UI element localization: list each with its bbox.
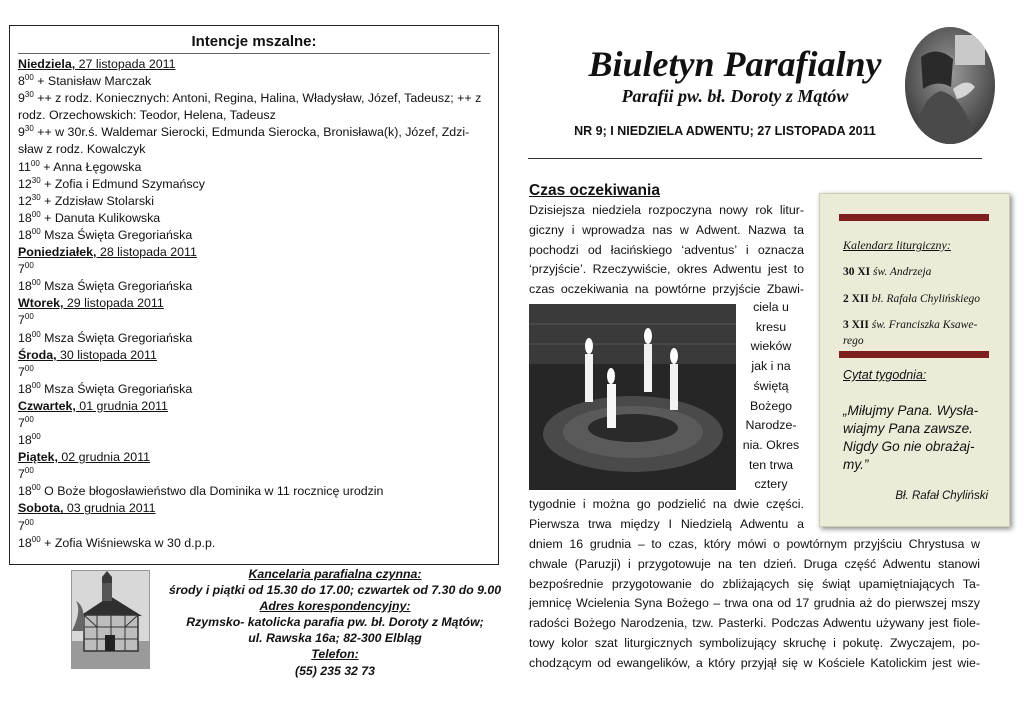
article-line: jemnicę Wcielenia Syna Bożego – trwa ona od 17 grudnia aż do pierwszej mszy bbox=[529, 596, 980, 611]
mass-intention bbox=[18, 535, 490, 552]
mass-intention bbox=[18, 261, 490, 278]
mass-intention bbox=[18, 330, 490, 347]
intention-text: Msza Święta Gregoriańska bbox=[40, 381, 193, 396]
article-line: nia. Okres bbox=[742, 437, 800, 452]
mass-minute: 00 bbox=[24, 466, 34, 476]
day-heading bbox=[18, 398, 490, 415]
mass-minute: 00 bbox=[31, 278, 41, 288]
calendar-date: 3 XII bbox=[843, 319, 869, 331]
day-date: 30 listopada 2011 bbox=[56, 347, 157, 362]
church-photo bbox=[71, 570, 150, 669]
article-line: bezpośrednie przygotowanie do zbliżających się świąt upamiętniających Ta- bbox=[529, 576, 980, 591]
mass-hour: 8 bbox=[18, 74, 25, 89]
intention-text: + Anna Łęgowska bbox=[39, 159, 142, 174]
intention-text: + Zdzisław Stolarski bbox=[40, 193, 154, 208]
calendar-entry bbox=[843, 317, 993, 349]
day-date: 03 grudnia 2011 bbox=[63, 501, 156, 516]
intention-text: ++ w 30r.ś. Waldemar Sierocki, Edmunda Sierocka, Bronisława(k), Józef, Zdzi-sław z rodz. Kowalczyk bbox=[18, 125, 470, 157]
intention-text: + Danuta Kulikowska bbox=[40, 210, 161, 225]
phone-label: Telefon: bbox=[311, 647, 359, 662]
article-line: Dzisiejsza niedziela rozpoczyna nowy rok litur- bbox=[529, 203, 804, 217]
intentions-title: Intencje mszalne: bbox=[18, 32, 490, 54]
mass-hour: 18 bbox=[18, 330, 32, 345]
calendar-name: św. Franciszka Ksawe-rego bbox=[843, 319, 978, 347]
article-line: kresu bbox=[755, 319, 787, 334]
mass-intention bbox=[18, 432, 490, 449]
mass-minute: 00 bbox=[31, 483, 41, 493]
mass-minute: 00 bbox=[31, 209, 41, 219]
article-wrap-column bbox=[739, 298, 803, 495]
parish-office-info bbox=[160, 566, 510, 679]
day-date: 29 listopada 2011 bbox=[63, 296, 164, 311]
mass-intention bbox=[18, 466, 490, 483]
quote-text: „Miłujmy Pana. Wysła-wiajmy Pana zawsze. Nigdy Go nie obrażaj-my.” bbox=[843, 403, 979, 472]
bulletin-title: Biuletyn Parafialny bbox=[588, 44, 882, 84]
office-label: Kancelaria bbox=[248, 567, 311, 581]
calendar-date: 2 XII bbox=[843, 293, 869, 305]
article-line: ten trwa bbox=[748, 457, 794, 472]
mass-minute: 00 bbox=[24, 414, 34, 424]
mass-intention bbox=[18, 90, 490, 124]
mass-intention bbox=[18, 415, 490, 432]
mass-intention bbox=[18, 483, 490, 500]
mass-minute: 30 bbox=[24, 90, 34, 100]
mass-hour: 18 bbox=[18, 381, 32, 396]
article-line: wieków bbox=[750, 339, 792, 354]
mass-intention bbox=[18, 312, 490, 329]
mass-minute: 00 bbox=[30, 158, 40, 168]
mass-hour: 7 bbox=[18, 467, 25, 482]
day-date: 01 grudnia 2011 bbox=[75, 398, 168, 413]
bulletin-subtitle: Parafii pw. bł. Doroty z Mątów bbox=[621, 86, 849, 106]
address-line-2: ul. Rawska 16a; 82-300 Elbląg bbox=[248, 631, 422, 646]
mass-hour: 12 bbox=[18, 176, 32, 191]
day-name: Piątek, bbox=[18, 450, 58, 465]
mass-hour: 18 bbox=[18, 535, 32, 550]
address-label: Adres korespondencyjny: bbox=[259, 599, 411, 614]
article-line: towy kolor szat liturgicznych symbolizujący skruchę i pokutę. Zwyczajem, po- bbox=[529, 635, 980, 650]
day-heading bbox=[18, 500, 490, 517]
article-line: radości Bożego Narodzenia, tzw. Pasterki. Podczas Adwentu używany jest fiole- bbox=[529, 616, 980, 631]
mass-hour: 18 bbox=[18, 484, 32, 499]
mass-intention bbox=[18, 193, 490, 210]
sidebar-mid-bar bbox=[839, 351, 989, 358]
advent-wreath-photo bbox=[529, 304, 736, 490]
mass-minute: 00 bbox=[24, 517, 34, 527]
article-line: jak i na bbox=[751, 359, 791, 374]
mass-minute: 00 bbox=[31, 534, 41, 544]
mass-minute: 30 bbox=[24, 124, 34, 134]
article-title: Czas oczekiwania bbox=[529, 182, 660, 199]
mass-minute: 00 bbox=[24, 72, 34, 82]
article-line: dniem 16 grudnia – to czas, który mówi o powtórnym przyjściu Chrystusa w bbox=[529, 537, 980, 551]
mass-intention bbox=[18, 124, 490, 158]
mass-intention bbox=[18, 73, 490, 90]
day-heading bbox=[18, 244, 490, 261]
article-line: czas oczekiwania na powtórne przyjście Zbawi- bbox=[529, 282, 804, 297]
article-middle bbox=[529, 495, 804, 535]
day-heading bbox=[18, 295, 490, 312]
mass-hour: 7 bbox=[18, 313, 25, 328]
article-line: świętą bbox=[753, 378, 789, 393]
mass-minute: 00 bbox=[31, 380, 41, 390]
address-line-1: Rzymsko- katolicka parafia pw. bł. Doroty z Mątów; bbox=[186, 615, 484, 630]
day-date: 27 listopada 2011 bbox=[75, 57, 176, 71]
mass-hour: 11 bbox=[18, 159, 31, 174]
article-line: Pierwsza trwa między I Niedzielą Adwentu a bbox=[529, 516, 804, 531]
mass-intention bbox=[18, 227, 490, 244]
calendar-entry bbox=[843, 264, 931, 280]
mass-minute: 00 bbox=[24, 363, 34, 373]
mass-minute: 00 bbox=[24, 312, 34, 322]
article-line: Narodze- bbox=[745, 418, 797, 433]
mass-intention bbox=[18, 381, 490, 398]
day-name: Niedziela, bbox=[18, 57, 76, 71]
day-name: Wtorek, bbox=[18, 296, 64, 311]
article-line: chwale (Paruzji) i przygotowuje na ten dzień. Druga część Adwentu stanowi bbox=[529, 556, 980, 571]
day-name: Sobota, bbox=[18, 501, 64, 516]
day-heading bbox=[18, 56, 490, 73]
mass-hour: 18 bbox=[18, 227, 32, 242]
mass-minute: 30 bbox=[31, 192, 41, 202]
article-intro bbox=[529, 201, 804, 300]
calendar-date: 30 XI bbox=[843, 266, 871, 278]
office-hours: środy i piątki od 15.30 do 17.00; czwartek od 7.30 do 9.00 bbox=[168, 583, 502, 598]
intention-text: + Zofia i Edmund Szymańscy bbox=[40, 176, 205, 191]
article-line: chodzącym od ewangelików, a który przyjął się w Kościele Katolickim jest wie- bbox=[529, 655, 980, 670]
article-line: tygodnie i można go podzielić na dwie części. bbox=[529, 497, 804, 511]
sidebar-top-bar bbox=[839, 214, 989, 221]
day-heading bbox=[18, 347, 490, 364]
intentions-list bbox=[18, 56, 490, 552]
quote-author: Bł. Rafał Chyliński bbox=[895, 490, 988, 502]
mass-intentions-box bbox=[9, 25, 499, 565]
mass-minute: 00 bbox=[31, 329, 41, 339]
calendar-name: bł. Rafała Chylińskiego bbox=[868, 293, 981, 305]
intention-text: Msza Święta Gregoriańska bbox=[40, 330, 193, 345]
mass-hour: 18 bbox=[18, 433, 32, 448]
intention-text: Msza Święta Gregoriańska bbox=[40, 227, 193, 242]
mass-hour: 18 bbox=[18, 279, 32, 294]
mass-hour: 7 bbox=[18, 518, 25, 533]
mass-hour: 7 bbox=[18, 364, 25, 379]
article-line: pochodzi od łacińskiego ‘adventus’ i oznacza bbox=[529, 242, 804, 257]
phone-number: (55) 235 32 73 bbox=[295, 663, 375, 678]
day-date: 02 grudnia 2011 bbox=[57, 450, 151, 465]
mass-intention bbox=[18, 210, 490, 227]
calendar-title: Kalendarz liturgiczny: bbox=[843, 238, 951, 252]
mass-intention bbox=[18, 518, 490, 535]
mass-hour: 7 bbox=[18, 415, 25, 430]
day-name: Środa, bbox=[18, 347, 57, 362]
issue-line: NR 9; I NIEDZIELA ADWENTU; 27 LISTOPADA 2011 bbox=[574, 124, 876, 138]
day-date: 28 listopada 2011 bbox=[96, 245, 197, 260]
mass-hour: 9 bbox=[18, 125, 25, 140]
mass-hour: 18 bbox=[18, 210, 32, 225]
mass-hour: 9 bbox=[18, 91, 25, 106]
article-body bbox=[529, 535, 980, 674]
mass-minute: 00 bbox=[31, 431, 41, 441]
office-label-rest: parafialna czynna: bbox=[310, 567, 422, 581]
intention-text: Msza Święta Gregoriańska bbox=[40, 279, 193, 294]
day-name: Czwartek, bbox=[18, 398, 76, 413]
mass-minute: 00 bbox=[31, 226, 41, 236]
article-line: ciela u bbox=[753, 300, 789, 314]
article-line: giczny i wprowadza nas w Adwent. Nazwa ta bbox=[529, 222, 804, 237]
calendar-name: św. Andrzeja bbox=[870, 266, 932, 278]
mass-minute: 30 bbox=[31, 175, 41, 185]
intention-text: + Zofia Wiśniewska w 30 d.p.p. bbox=[40, 535, 216, 550]
article-line: cztery bbox=[754, 477, 788, 492]
article-line: ‘przyjście’. Rzeczywiście, okres Adwentu jest to bbox=[529, 262, 804, 277]
day-heading bbox=[18, 449, 490, 466]
mass-intention bbox=[18, 159, 490, 176]
intention-text: + Stanisław Marczak bbox=[33, 74, 152, 89]
mass-minute: 00 bbox=[24, 261, 34, 270]
mass-intention bbox=[18, 176, 490, 193]
mass-hour: 12 bbox=[18, 193, 32, 208]
mass-intention bbox=[18, 278, 490, 295]
article-line: Bożego bbox=[749, 398, 793, 413]
day-name: Poniedziałek, bbox=[18, 245, 97, 260]
mass-intention bbox=[18, 364, 490, 381]
saint-portrait bbox=[905, 27, 995, 144]
mass-hour: 7 bbox=[18, 262, 25, 277]
intention-text: ++ z rodz. Koniecznych: Antoni, Regina, Halina, Władysław, Józef, Tadeusz; ++ z rodz. Orzechowskich: Teodor, Helena, Tadeusz bbox=[18, 91, 482, 123]
calendar-entry bbox=[843, 291, 980, 307]
header-divider bbox=[528, 158, 982, 159]
quote-title: Cytat tygodnia: bbox=[843, 368, 927, 382]
intention-text: O Boże błogosławieństwo dla Dominika w 11 rocznicę urodzin bbox=[40, 484, 384, 499]
